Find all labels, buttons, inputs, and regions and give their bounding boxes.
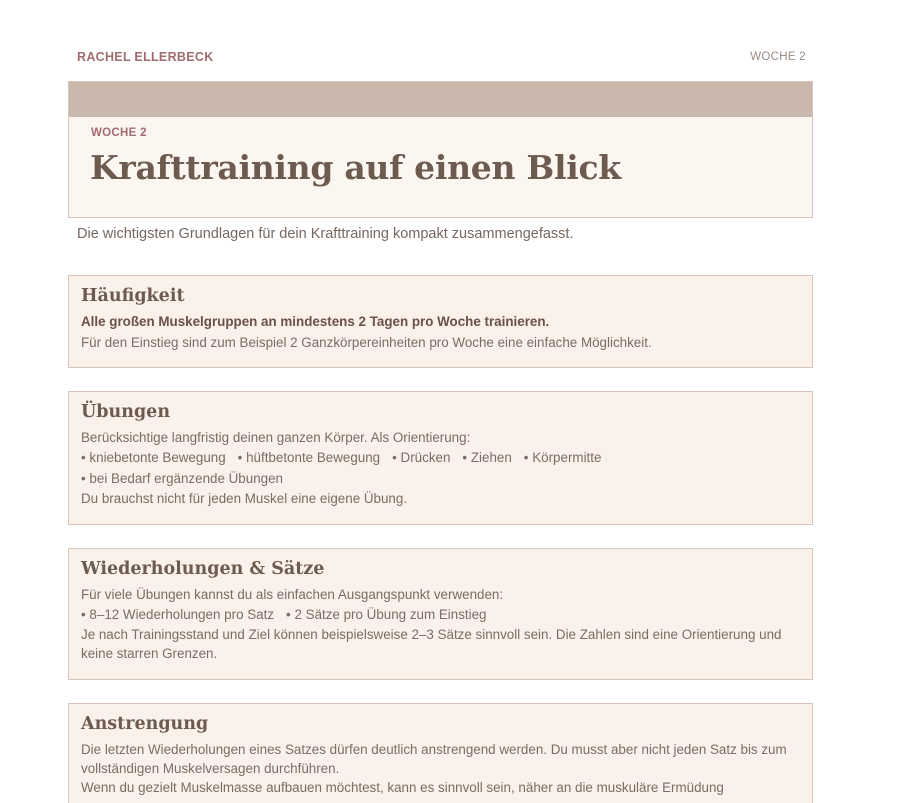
section-title: Wiederholungen & Sätze: [81, 559, 325, 579]
list-item: • Drücken: [392, 447, 450, 468]
bullet-list: [81, 604, 800, 625]
section-intro: Für viele Übungen kannst du als einfachen Ausgangspunkt verwenden:: [81, 587, 504, 602]
hero-card: [68, 81, 813, 218]
list-item: • kniebetonte Bewegung: [81, 447, 226, 468]
hero-band: [69, 82, 812, 117]
section-exercises: [68, 391, 813, 525]
section-text: Je nach Trainingsstand und Ziel können beispielsweise 2–3 Sätze sinnvoll sein. Die Zahlen sind eine Orientierung und keine starren Grenzen.: [81, 627, 782, 661]
page-subtitle: Die wichtigsten Grundlagen für dein Krafttraining kompakt zusammengefasst.: [77, 226, 574, 242]
page-title: Krafttraining auf einen Blick: [90, 148, 621, 187]
section-note: Du brauchst nicht für jeden Muskel eine eigene Übung.: [81, 491, 408, 506]
list-item: • Ziehen: [462, 447, 511, 468]
section-text-continued: Wenn du gezielt Muskelmasse aufbauen möchtest, kann es sinnvoll sein, näher an die muskuläre Ermüdung: [81, 780, 724, 795]
section-frequency: [68, 275, 813, 368]
list-item: • 2 Sätze pro Übung zum Einstieg: [286, 604, 486, 625]
list-item: • 8–12 Wiederholungen pro Satz: [81, 604, 274, 625]
list-item: • hüftbetonte Bewegung: [238, 447, 380, 468]
hero-week-label: WOCHE 2: [91, 127, 147, 139]
section-text: Für den Einstieg sind zum Beispiel 2 Ganzkörpereinheiten pro Woche eine einfache Möglichkeit.: [81, 335, 652, 350]
author-name: RACHEL ELLERBECK: [77, 50, 214, 64]
section-lead: Alle großen Muskelgruppen an mindestens 2 Tagen pro Woche trainieren.: [81, 314, 550, 329]
section-text: Die letzten Wiederholungen eines Satzes dürfen deutlich anstrengend werden. Du musst aber nicht jeden Satz bis zum vollständigen Muskelversagen durchführen.: [81, 742, 787, 776]
section-title: Anstrengung: [81, 714, 209, 734]
section-title: Häufigkeit: [81, 286, 185, 306]
list-item: • Körpermitte: [524, 447, 602, 468]
week-label: WOCHE 2: [750, 51, 806, 63]
section-title: Übungen: [81, 402, 171, 422]
section-effort: [68, 703, 813, 803]
section-reps: [68, 548, 813, 680]
page-header: [77, 50, 806, 64]
bullet-list: [81, 447, 800, 468]
list-item: • bei Bedarf ergänzende Übungen: [81, 468, 283, 489]
bullet-list: [81, 468, 800, 489]
section-intro: Berücksichtige langfristig deinen ganzen Körper. Als Orientierung:: [81, 430, 471, 445]
